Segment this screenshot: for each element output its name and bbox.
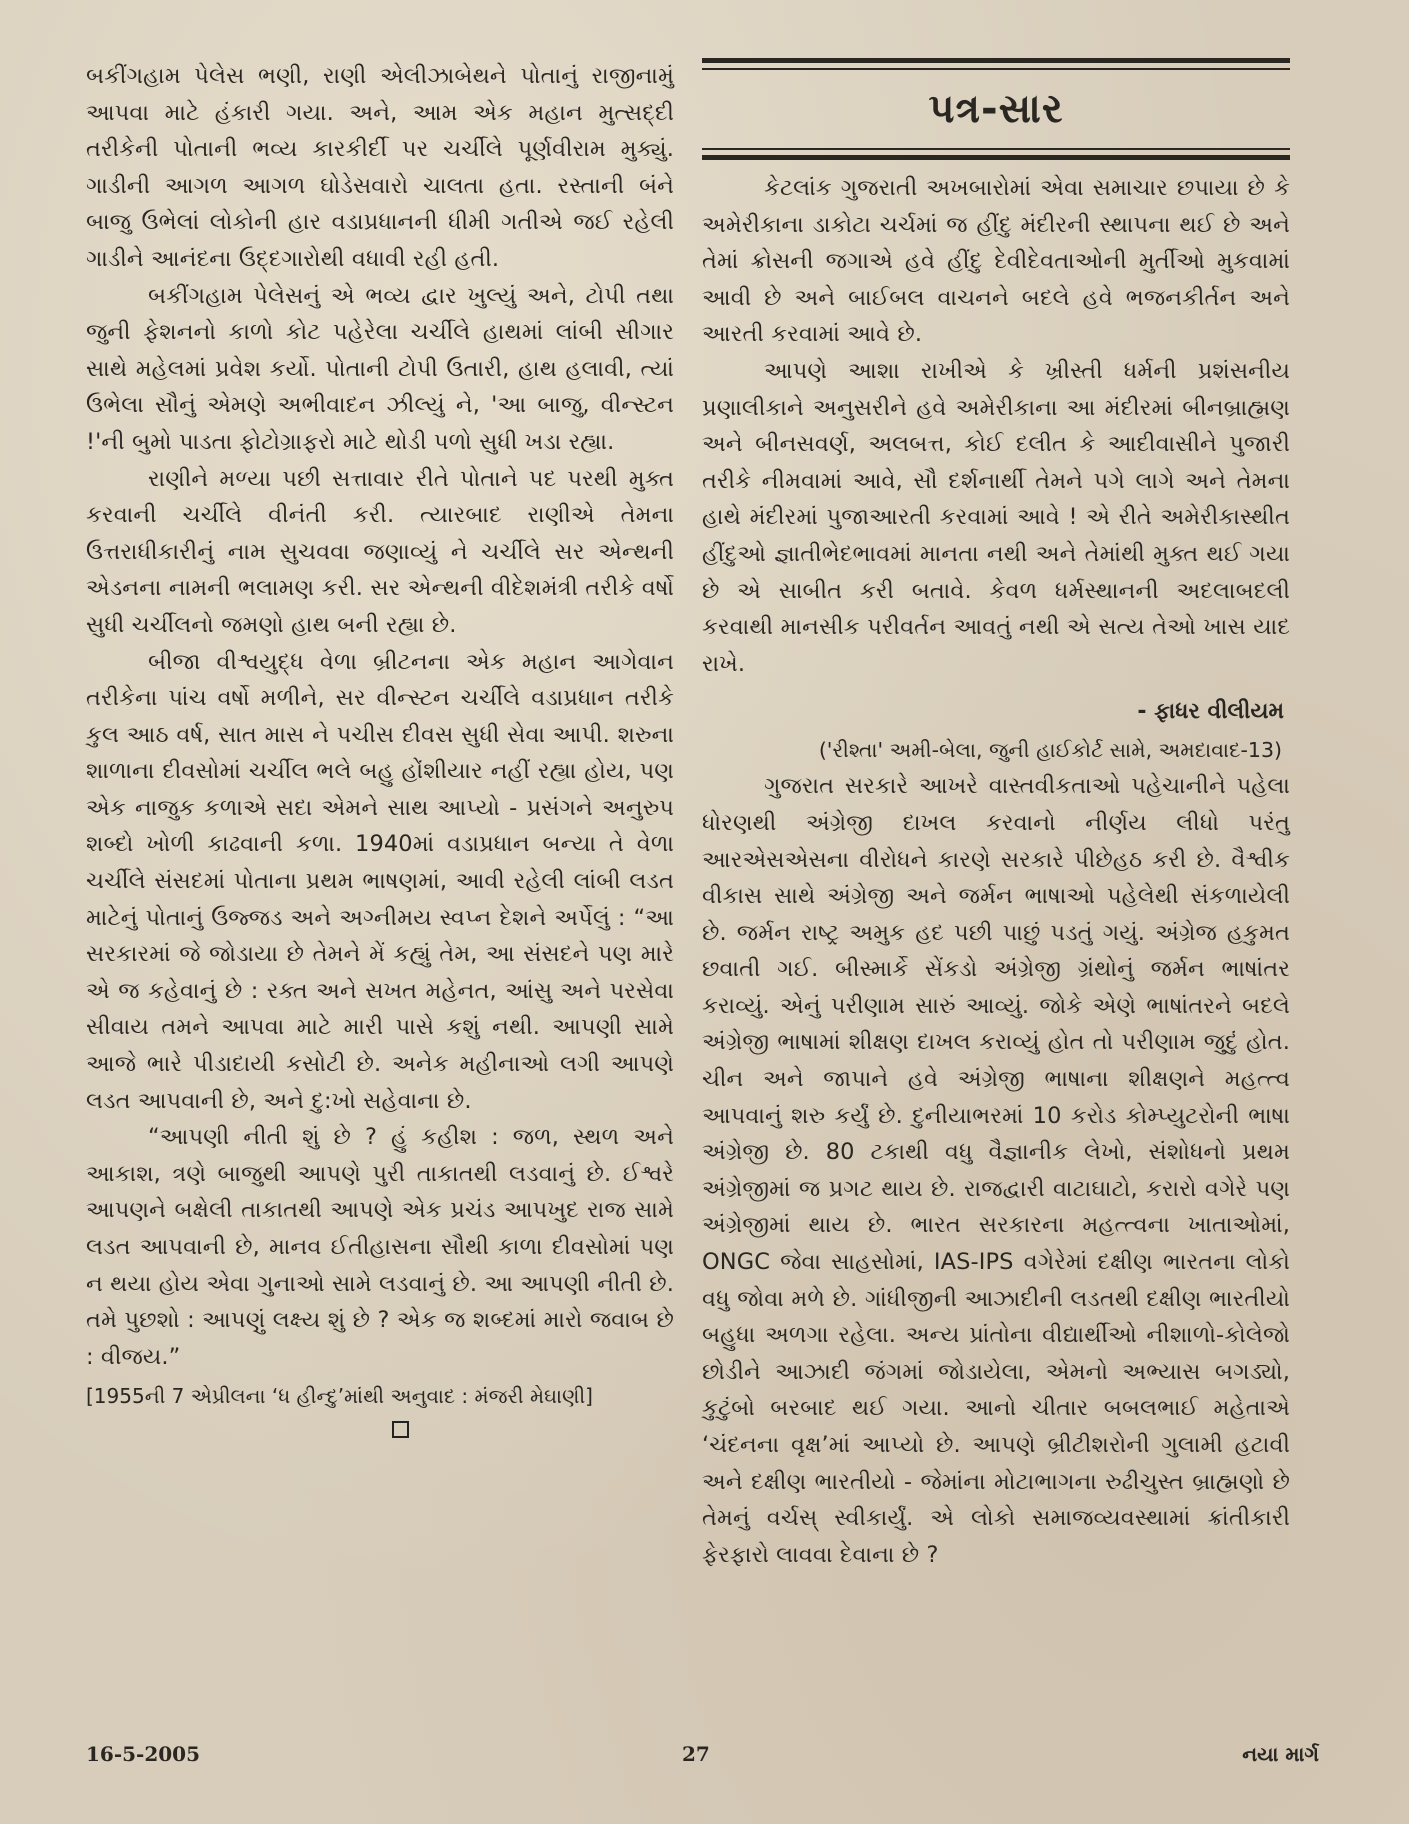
footer-date: 16-5-2005 bbox=[86, 1742, 201, 1766]
left-column bbox=[86, 58, 674, 1438]
letter1-paragraph-2: આપણે આશા રાખીએ કે ખ્રીસ્તી ધર્મની પ્રશંસનીય પ્રણાલીકાને અનુસરીને હવે અમેરીકાના આ મંદીરમાં બીનબ્રાહ્મણ અને બીનસવર્ણ, અલબત્ત, કોઈ દલીત કે આદીવાસીને પુજારી તરીકે નીમવામાં આવે, સૌ દર્શનાર્થી તેમને પગે લાગે અને તેમના હાથે મંદીરમાં પુજાઆરતી કરવામાં આવે ! એ રીતે અમેરીકાસ્થીત હીંદુઓ જ્ઞાતીભેદભાવમાં માનતા નથી અને તેમાંથી મુક્ત થઈ ગયા છે એ સાબીત કરી બતાવે. કેવળ ધર્મસ્થાનની અદલાબદલી કરવાથી માનસીક પરીવર્તન આવતું નથી એ સત્ય તેઓ ખાસ યાદ રાખે. bbox=[702, 357, 1291, 677]
letter-signature: - ફાધર વીલીયમ bbox=[1137, 699, 1284, 725]
page-footer bbox=[0, 1742, 1409, 1782]
end-mark-icon bbox=[392, 1421, 409, 1438]
article-paragraph-1: બકીંગહામ પેલેસ ભણી, રાણી એલીઝાબેથને પોતાનું રાજીનામું આપવા માટે હંકારી ગયા. અને, આમ એક મહાન મુત્સદ્દી તરીકેની પોતાની ભવ્ય કારકીર્દી પર ચર્ચીલે પૂર્ણવીરામ મુક્યું. ગાડીની આગળ આગળ ઘોડેસવારો ચાલતા હતા. રસ્તાની બંને બાજુ ઉભેલાં લોકોની હાર વડાપ્રધાનની ધીમી ગતીએ જઈ રહેલી ગાડીને આનંદના ઉદ્દગારોથી વધાવી રહી હતી. bbox=[86, 63, 674, 272]
right-column bbox=[702, 58, 1290, 1573]
section-title: પત્ર-સાર bbox=[928, 86, 1064, 132]
article-paragraph-3: રાણીને મળ્યા પછી સત્તાવાર રીતે પોતાને પદ પરથી મુક્ત કરવાની ચર્ચીલે વીનંતી કરી. ત્યારબાદ રાણીએ તેમના ઉત્તરાધીકારીનું નામ સુચવવા જણાવ્યું ને ચર્ચીલે સર એન્થની એડનના નામની ભલામણ કરી. સર એન્થની વીદેશમંત્રી તરીકે વર્ષો સુધી ચર્ચીલનો જમણો હાથ બની રહ્યા છે. bbox=[86, 465, 674, 638]
article-paragraph-4: બીજા વીશ્વયુદ્ધ વેળા બ્રીટનના એક મહાન આગેવાન તરીકેના પાંચ વર્ષો મળીને, સર વીન્સ્ટન ચર્ચીલે વડાપ્રધાન તરીકે કુલ આઠ વર્ષ, સાત માસ ને પચીસ દીવસ સુધી સેવા આપી. શરુના શાળાના દીવસોમાં ચર્ચીલ ભલે બહુ હોંશીયાર નહીં રહ્યા હોય, પણ એક નાજુક કળાએ સદા એમને સાથ આપ્યો - પ્રસંગને અનુરુપ શબ્દો ખોળી કાઢવાની કળા. 1940માં વડાપ્રધાન બન્યા તે વેળા ચર્ચીલે સંસદમાં પોતાના પ્રથમ ભાષણમાં, આવી રહેલી લાંબી લડત માટેનું પોતાનું ઉજ્જડ અને અગ્નીમય સ્વપ્ન દેશને અર્પેલું : “આ સરકારમાં જે જોડાયા છે તેમને મેં કહ્યું તેમ, આ સંસદને પણ મારે એ જ કહેવાનું છે : રક્ત અને સખત મહેનત, આંસુ અને પરસેવા સીવાય તમને આપવા માટે મારી પાસે કશું નથી. આપણી સામે આજે ભારે પીડાદાયી કસોટી છે. અનેક મહીનાઓ લગી આપણે લડત આપવાની છે, અને દુ:ખો સહેવાના છે. bbox=[86, 648, 674, 1114]
article-paragraph-5: “આપણી નીતી શું છે ? હું કહીશ : જળ, સ્થળ અને આકાશ, ત્રણે બાજુથી આપણે પુરી તાકાતથી લડવાનું છે. ઈશ્વરે આપણને બક્ષેલી તાકાતથી આપણે એક પ્રચંડ આપખુદ રાજ સામે લડત આપવાની છે, માનવ ઈતીહાસના સૌથી કાળા દીવસોમાં પણ ન થયા હોય એવા ગુનાઓ સામે લડવાનું છે. આ આપણી નીતી છે. તમે પુછશો : આપણું લક્ષ્ય શું છે ? એક જ શબ્દમાં મારો જવાબ છે : વીજય.” bbox=[86, 1124, 674, 1370]
letter-address: ('રીશ્તા' અમી-બેલા, જુની હાઈકોર્ટ સામે, અમદાવાદ-13) bbox=[818, 738, 1282, 763]
page-number: 27 bbox=[682, 1742, 710, 1766]
magazine-name: નયા માર્ગ bbox=[1242, 1742, 1319, 1766]
letter2-paragraph: ગુજરાત સરકારે આખરે વાસ્તવીકતાઓ પહેચાનીને પહેલા ધોરણથી અંગ્રેજી દાખલ કરવાનો નીર્ણય લીધો પરંતુ આરએસએસના વીરોધને કારણે સરકારે પીછેહઠ કરી છે. વૈશ્વીક વીકાસ સાથે અંગ્રેજી અને જર્મન ભાષાઓ પહેલેથી સંકળાયેલી છે. જર્મન રાષ્ટ્ર અમુક હદ પછી પાછું પડતું ગયું. અંગ્રેજ હકુમત છવાતી ગઈ. બીસ્માર્કે સેંકડો અંગ્રેજી ગ્રંથોનું જર્મન ભાષાંતર કરાવ્યું. એનું પરીણામ સારું આવ્યું. જોકે એણે ભાષાંતરને બદલે અંગ્રેજી ભાષામાં શીક્ષણ દાખલ કરાવ્યું હોત તો પરીણામ જુદું હોત. ચીન અને જાપાને હવે અંગ્રેજી ભાષાના શીક્ષણને મહત્ત્વ આપવાનું શરુ કર્યું છે. દુનીયાભરમાં 10 કરોડ કોમ્પ્યુટરોની ભાષા અંગ્રેજી છે. 80 ટકાથી વધુ વૈજ્ઞાનીક લેખો, સંશોધનો પ્રથમ અંગ્રેજીમાં જ પ્રગટ થાય છે. રાજદ્વારી વાટાઘાટો, કરારો વગેરે પણ અંગ્રેજીમાં થાય છે. ભારત સરકારના મહત્ત્વના ખાતાઓમાં, ONGC જેવા સાહસોમાં, IAS-IPS વગેરેમાં દક્ષીણ ભારતના લોકો વધુ જોવા મળે છે. ગાંધીજીની આઝાદીની લડતથી દક્ષીણ ભારતીયો બહુધા અળગા રહેલા. અન્ય પ્રાંતોના વીદ્યાર્થીઓ નીશાળો-કોલેજો છોડીને આઝાદી જંગમાં જોડાયેલા, એમનો અભ્યાસ બગડ્યો, કુટુંબો બરબાદ થઈ ગયા. આનો ચીતાર બબલભાઈ મહેતાએ ‘ચંદનના વૃક્ષ’માં આપ્યો છે. આપણે બ્રીટીશરોની ગુલામી હટાવી અને દક્ષીણ ભારતીયો - જેમાંના મોટાભાગના રુઢીચુસ્ત બ્રાહ્મણો છે તેમનું વર્ચસ્ સ્વીકાર્યું. એ લોકો સમાજવ્યવસ્થામાં ક્રાંતીકારી ફેરફારો લાવવા દેવાના છે ? bbox=[702, 773, 1290, 1568]
translation-credit: [1955ની 7 એપ્રીલના ‘ધ હીન્દુ’માંથી અનુવાદ : મંજરી મેઘાણી] bbox=[86, 1384, 593, 1409]
letter1-paragraph-1: કેટલાંક ગુજરાતી અખબારોમાં એવા સમાચાર છપાયા છે કે અમેરીકાના ડાકોટા ચર્ચમાં જ હીંદુ મંદીરની સ્થાપના થઈ છે અને તેમાં ક્રોસની જગાએ હવે હીંદુ દેવીદેવતાઓની મુર્તીઓ મુકવામાં આવી છે અને બાઈબલ વાચનને બદલે હવે ભજનકીર્તન અને આરતી કરવામાં આવે છે. bbox=[702, 175, 1290, 348]
article-paragraph-2: બકીંગહામ પેલેસનું એ ભવ્ય દ્વાર ખુલ્યું અને, ટોપી તથા જુની ફેશનનો કાળો કોટ પહેરેલા ચર્ચીલે હાથમાં લાંબી સીગાર સાથે મહેલમાં પ્રવેશ કર્યો. પોતાની ટોપી ઉતારી, હાથ હલાવી, ત્યાં ઉભેલા સૌનું એમણે અભીવાદન ઝીલ્યું ને, 'આ બાજુ, વીન્સ્ટન !'ની બુમો પાડતા ફોટોગ્રાફરો માટે થોડી પળો સુધી ખડા રહ્યા. bbox=[86, 282, 674, 455]
